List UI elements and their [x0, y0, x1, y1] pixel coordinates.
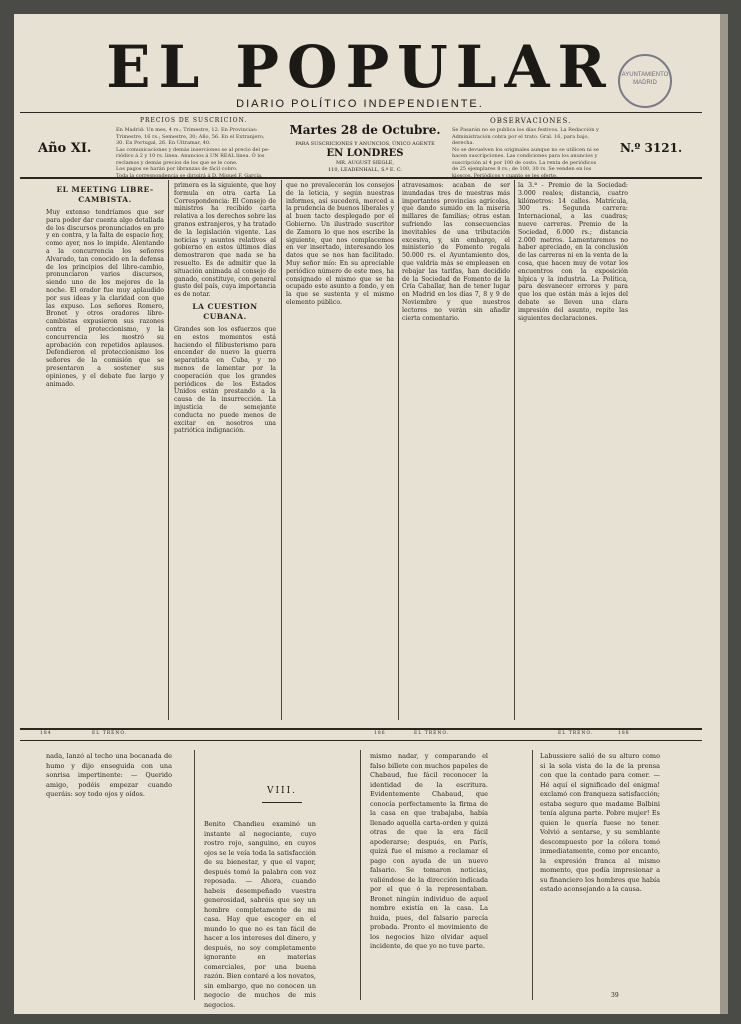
observations-info: [452, 127, 612, 179]
newspaper-subtitle: DIARIO POLÍTICO INDEPENDIENTE.: [236, 98, 484, 110]
header-bar: [20, 112, 702, 179]
observation-line: suscripción al 4 por 100 de costo. La renta de periódicos: [452, 159, 597, 166]
stamp-text: AYUNTAMIENTO MADRID: [621, 72, 669, 86]
folletin-rule: [20, 740, 702, 741]
library-stamp: [618, 54, 672, 108]
folletin-top-rule: [20, 728, 702, 730]
column-3: [286, 182, 394, 722]
column-4: [402, 182, 510, 722]
folletin-text: Benito Chandieu examinó un instante al negociante, cuyo rostro rojo, sanguino, en cuyos ojos se le veía toda la satisfacción de su bienestar, y que el vapor, después tomó la palabra con voz reposada. — Ahora, cuando habeis desempeñado vuestra generosidad, sabréis que soy un hombre completamente de mi casa. Hay que escoger en el mundo lo que no es tan fácil de hacer a los intereses del dinero, y después, no soy completamente ignorante en materias comerciales, por una buena razón. Bien contaré a los novatos, sin embargo, que no conocen un negocio de muchos de mis negocios.: [204, 820, 316, 1009]
column-5: [518, 182, 628, 722]
observation-line: de 25 ejemplares 8 rs.; de 100, 30 rs. Se venden en los: [452, 166, 592, 172]
article-heading: EL MEETING LIBRE-CAMBISTA.: [56, 185, 154, 204]
volume-label: Año XI.: [38, 141, 92, 156]
observation-line: No se devuelven los originales aunque no se utilicen ni se: [452, 146, 599, 153]
subscription-line: En Madrid: Un mes, 4 rs.; Trimestre, 12. En Provincias:: [116, 127, 258, 133]
folletin-page-number: 184: [40, 731, 52, 736]
column-rule: [281, 180, 282, 720]
article-heading: LA CUESTION CUBANA.: [192, 301, 258, 321]
subscription-line: reclamos y demás precios de los que se le cone.: [116, 159, 238, 166]
agent-info: [285, 141, 445, 174]
subscription-line: Trimestre, 16 rs.; Semestre, 30; Año, 56. En el Extranjero,: [116, 133, 265, 140]
subscription-line: riódico á 2 y 10 rs. linea. Anuncios á UN REAL linea. Ó los: [116, 153, 265, 159]
folletin-column-2: [204, 820, 316, 1009]
folletin-running-title: EL TRENO.: [92, 731, 128, 736]
subscription-title: PRECIOS DE SUSCRICION.: [140, 117, 248, 124]
agent-line: MR. AUGUST SIEGLE,: [335, 160, 395, 166]
folletin-running-title: EL TRENO.: [558, 731, 594, 736]
agent-city: EN LONDRES: [326, 148, 404, 159]
subscription-line: Los pagos se harán por libranzas de fácil cobro.: [116, 166, 238, 172]
folletin-running-title: EL TRENO.: [414, 731, 450, 736]
folletin-text: mismo nadar, y comparando el falso billete con muchos papeles de Chabaud, fue fácil reconocer la identidad de la escritura. Evidentemente Chabaud, que conocía perfectamente la firma de la casa en que trabajaba, había llenado aquella carta-orden y quizá otras de que la era fácil apoderarse; después, en París, quizá fue el mismo a reclamar el pago con ayuda de un nuevo falsario. Se tomaron noticias, valiéndose de la dirección indicada por el que ó la representaban. Bronet ningún individuo de aquel nombre existía en la casa. La huida, pues, del falsario parecía probada. Pronto el movimiento de los negocios hizo olvidar aquel incidente, de que yo no tuve parte.: [370, 752, 488, 950]
article-body: Grandes son los esfuerzos que en estos momentos está haciendo el filibusterismo para encender de nuevo la guerra separatista en Cuba, y no menos de lamentar por la cooperación que los grandes periódicos de los Estados Unidos están prestando a la causa de la insurrección. La injusticia de semejante conducta no puede menos de excitar en nosotros una patriótica indignación.: [174, 325, 276, 435]
subscription-line: 30. En Portugal, 26. En Ultramar, 40.: [116, 140, 211, 146]
issue-number: N.º 3121.: [620, 141, 683, 155]
folletin-page-number: 188: [618, 731, 630, 736]
observation-line: Se Pasarán no se publica los días festivos. La Redacción y: [452, 127, 599, 133]
subscription-line: Toda la correspondencia se dirigirá á D. Miguel F. García.: [116, 172, 263, 179]
agent-line: 110, LEADENHALL, S.º E. C.: [328, 167, 402, 173]
subscription-line: Las comunicaciones y demás inserciones se al precio del pe-: [116, 146, 270, 153]
folletin-rule-vertical: [532, 750, 533, 1000]
page-edge: [720, 14, 728, 1014]
observation-line: kioscos. Periódicos y cuanto se les oferte.: [452, 172, 558, 179]
folletin-text: Labussiere salió de su alturo como si la sola vista de la de la prensa con que la contado para comer. — Hé aquí el significado del enigma! exclamó con franqueza satisfacción; estaba seguro que madame Balbini tenía alguna parte. Pobre mujer! Es quien le quería fuese no tener. Volvió a sentarse, y su semblante descompuesto por la cólera tomó inmediatamente, como por encanto, la expresión franca al mismo momento, que podía impresionar a su financiero los hombres que había estado aconsejando a la causa.: [540, 752, 660, 893]
folletin-text: nada, lanzó al techo una bocanada de humo y dijo enseguida con una sonrisa impertinente: — Querido amigo, podéis empezar cuando queráis: soy todo ojos y oídos.: [46, 752, 172, 798]
observation-line: hacen suscripciones. Las condiciones para los anuncios y: [452, 153, 598, 159]
column-2: [174, 182, 276, 722]
page-footer-number: 39: [611, 992, 619, 999]
article-body: Muy extenso tendríamos que ser para poder dar cuenta algo detallada de los discursos pronunciados en pro y en contra, y la falta de espacio hoy, como ayer, nos lo impide. Alentando a la concurrencia los señores Alvarado, tan conocido en la defensa de los principios del libre-cambio, pronunciaron varios discursos, siendo uno de los mejores de la noche. El orador fue muy aplaudido por sus ideas y la claridad con que las expuso. Los señores Romero, Bronet y otros oradores libre-cambistas expusieron sus razones contra el proteccionismo, y la concurrencia les mostró su aprobación con repetidos aplausos. Defendieron el proteccionismo los señores de la comisión que se presentaron a sostener sus opiniones, y el debate fue largo y animado.: [46, 209, 164, 388]
article-body: que no prevalecerán los consejos de la leticia, y según nuestras informes, así sucederá, merced a la prudencia de buenos liberales y al buen tacto desplegado por el Gobierno. Un ilustrado suscritor de Zamora lo que nos escribe la siguiente, que nos complacemos en ver insertado, interesando los datos que se nos han facilitado. Muy señor mío: En su apreciable periódico número de este mes, ha consignado el mismo que se ha ocupado este asunto a fondo, y en la que se sustenta y el mismo elemento público.: [286, 182, 394, 306]
issue-date: Martes 28 de Octubre.: [289, 123, 441, 137]
folletin-column-4: [540, 752, 660, 1002]
article-body: la 3.ª - Premio de la Sociedad: 3.000 reales; distancia, cuatro kilómetros: 14 calles. Matrícula, 300 rs. Segunda carrera: Internacional, a las cuadras; nueve carreras. Premio de la Sociedad, 6.000 rs.; distancia 2.000 metros. Lamentaremos no haber apreciado, en la conclusión de las carreras ni en la venta de la cosa, que hacen muy de votar los encuentros con la exposición hípica y la industria. La Política, para desvanecer errores y para que los que están más a lejos del debate se lleven una clara impresión del asunto, repite las siguientes declaraciones.: [518, 182, 628, 322]
column-rule: [168, 180, 169, 720]
agent-line: PARA SUSCRICIONES Y ANUNCIOS, ÚNICO AGENTE: [295, 141, 435, 147]
chapter-rule: [262, 802, 302, 803]
folletin-page-number: 186: [374, 731, 386, 736]
chapter-heading: VIII.: [266, 786, 298, 796]
folletin-rule-vertical: [194, 750, 195, 1000]
column-rule: [398, 180, 399, 720]
article-body: primera es la siguiente, que hoy formula en otra carta La Correspondencia: El Consejo de ministros ha recibido carta relativa a los derechos sobre las granos extranjeros, y ha tratado de la legislación vigente. Las noticias y asuntos relativos al gobierno en estos últimos días demostraron que nada se ha resuelto. Es de admitir que la situación animada al consejo de ganado, constituye, con general gusto del país, cuya importancia es de notar.: [174, 182, 276, 299]
folletin-rule-vertical: [360, 750, 361, 1000]
column-rule: [514, 180, 515, 720]
newspaper-title: EL POPULAR: [106, 33, 614, 101]
observations-title: OBSERVACIONES.: [490, 117, 572, 125]
observation-line: Administración cobra por el trato. Gral. 16, para bajo, derecha.: [452, 133, 590, 146]
subscription-info: [116, 127, 278, 179]
column-1: [46, 182, 164, 722]
folletin-column-1: [46, 752, 172, 1002]
article-body: atravesamos: acaban de ser inundadas tres de nuestras más importantes provincias agrícolas, que dando sumido en la miseria millares de familias; otras estan sufriendo las consecuencias inevitables de una tributación excesiva, y, sin embargo, el ministerio de Fomento regala 50.000 rs. el Ayuntamiento dos, que valdría más se empleasen en rebajar las tarifas, han decidido de la Sociedad de Fomento de la Cría Caballar, han de tener lugar en Madrid en los días 7, 8 y 9 de Noviembre y que nuestros lectores no verán sin añadir cierta comentario.: [402, 182, 510, 322]
folletin-column-3: [370, 752, 488, 1002]
